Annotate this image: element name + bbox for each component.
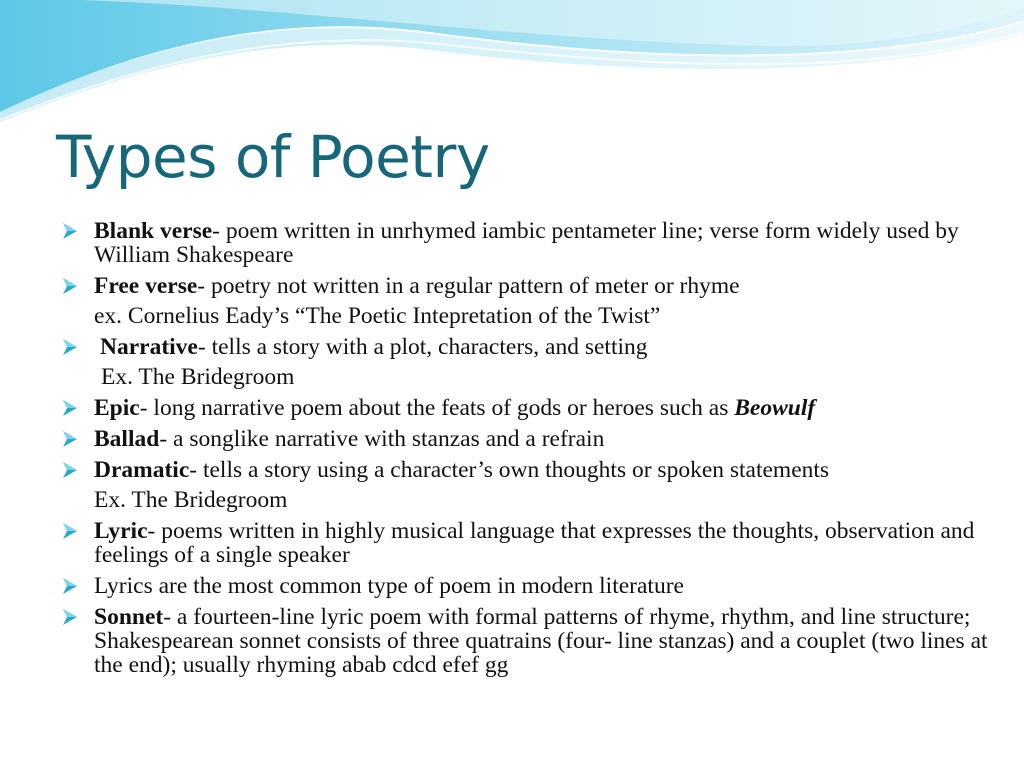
- slide-body: [60, 219, 990, 684]
- list-item-ballad: [60, 427, 990, 451]
- list-item-sonnet: [60, 605, 990, 677]
- slide-title: Types of Poetry: [56, 123, 490, 191]
- term-label: Ballad: [94, 426, 160, 452]
- arrow-bullet-icon: [62, 608, 78, 626]
- arrow-bullet-icon: [62, 522, 78, 540]
- term-label: Dramatic: [94, 457, 190, 483]
- list-item-epic: [60, 396, 990, 420]
- arrow-bullet-icon: [62, 430, 78, 448]
- term-label: Free verse: [94, 273, 198, 299]
- definition-text: - a fourteen-line lyric poem with formal patterns of rhyme, rhythm, and line structure; Shakespearean sonnet consists of three quatrains (four- line stanzas) and a couplet (two lines at the end); usually rhyming abab cdcd efef gg: [94, 604, 988, 678]
- list-item-dramatic: [60, 458, 990, 482]
- list-item-narrative: [60, 335, 990, 359]
- example-line: ex. Cornelius Eady’s “The Poetic Intepretation of the Twist”: [94, 303, 661, 329]
- arrow-bullet-icon: [62, 222, 78, 240]
- arrow-bullet-icon: [62, 461, 78, 479]
- term-label: Epic: [94, 395, 140, 421]
- arrow-bullet-icon: [62, 338, 78, 356]
- definition-text: Lyrics are the most common type of poem in modern literature: [94, 573, 684, 599]
- term-label: Blank verse: [94, 218, 213, 244]
- definition-text: - poems written in highly musical language that expresses the thoughts, observation and feelings of a single speaker: [94, 518, 975, 568]
- list-item-blank-verse: [60, 219, 990, 267]
- list-item-lyric: [60, 519, 990, 567]
- definition-text: - long narrative poem about the feats of gods or heroes such as: [139, 395, 735, 421]
- example-line: Ex. The Bridegroom: [101, 364, 295, 390]
- example-line: Ex. The Bridegroom: [94, 487, 288, 513]
- emphasis-title: Beowulf: [734, 395, 816, 421]
- arrow-bullet-icon: [62, 399, 78, 417]
- definition-text: - tells a story using a character’s own thoughts or spoken statements: [189, 457, 830, 483]
- term-label: Lyric: [94, 518, 148, 544]
- list-item-free-verse: [60, 274, 990, 298]
- term-label: Sonnet: [94, 604, 164, 630]
- header-wave-decoration: [0, 0, 1024, 130]
- definition-text: - poetry not written in a regular pattern of meter or rhyme: [197, 273, 740, 299]
- list-item-lyrics-note: [60, 574, 990, 598]
- definition-text: - tells a story with a plot, characters, and setting: [197, 334, 648, 360]
- term-label: Narrative: [100, 334, 198, 360]
- definition-text: - poem written in unrhymed iambic pentameter line; verse form widely used by William Shakespeare: [94, 218, 959, 268]
- arrow-bullet-icon: [62, 577, 78, 595]
- arrow-bullet-icon: [62, 277, 78, 295]
- definition-text: - a songlike narrative with stanzas and a refrain: [159, 426, 605, 452]
